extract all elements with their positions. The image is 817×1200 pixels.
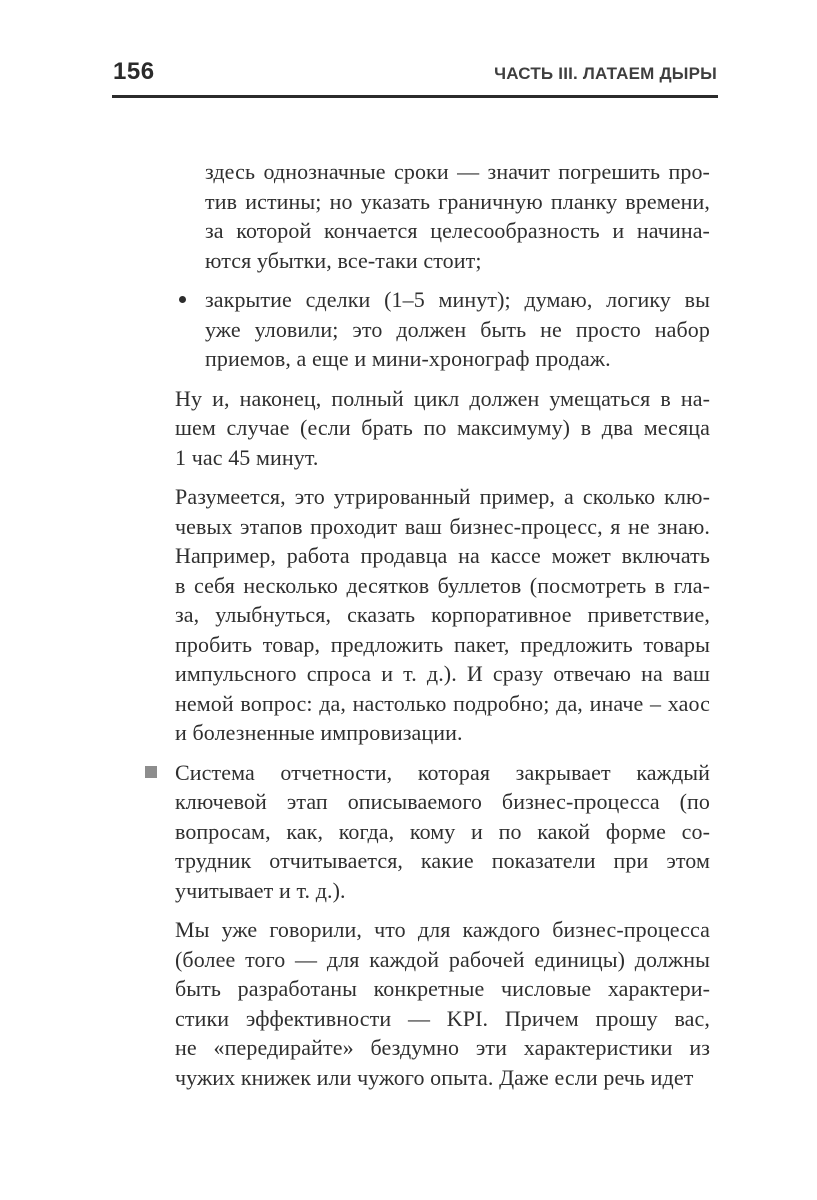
text-line: трудник отчитывается, какие показатели при этом	[175, 848, 710, 873]
paragraph	[175, 915, 710, 1092]
bullet-item-continuation	[205, 157, 710, 275]
header-rule	[112, 95, 718, 98]
square-list-item	[175, 758, 710, 906]
text-line: импульсного спроса и т. д.). И сразу отвечаю на ваш	[175, 661, 710, 686]
text-line: за которой кончается целесообразность и начина-	[205, 218, 710, 243]
page-body	[175, 157, 710, 1092]
text-line: немой вопрос: да, настолько подробно; да, иначе – хаос	[175, 690, 710, 716]
paragraph	[175, 384, 710, 473]
text-line: Например, работа продавца на кассе может включать	[175, 543, 710, 568]
text-line: в себя несколько десятков буллетов (посмотреть в гла-	[175, 572, 710, 598]
text-line: ключевой этап описываемого бизнес-процесса (по	[175, 789, 710, 814]
text-line: не «передирайте» бездумно эти характеристики из	[175, 1035, 710, 1060]
paragraph	[175, 482, 710, 748]
bullet-list-item	[205, 285, 710, 374]
text-line: Ну и, наконец, полный цикл должен умещаться в на-	[175, 385, 710, 411]
text-line: Разумеется, это утрированный пример, а сколько клю-	[175, 484, 710, 509]
text-line: 1 час 45 минут.	[175, 444, 319, 470]
text-line: быть разработаны конкретные числовые характери-	[175, 976, 710, 1001]
text-line: учитывает и т. д.).	[175, 877, 346, 903]
round-bullet-icon	[179, 296, 186, 303]
text-line: приемов, а еще и мини-хронограф продаж.	[205, 346, 611, 371]
square-bullet-icon	[145, 766, 157, 778]
page-number: 156	[113, 58, 155, 85]
page-header	[113, 60, 717, 84]
text-line: шем случае (если брать по максимуму) в два месяца	[175, 415, 710, 440]
text-line: закрытие сделки (1–5 минут); думаю, логику вы	[205, 287, 710, 312]
text-line: пробить товар, предложить пакет, предложить товары	[175, 631, 710, 657]
text-line: и болезненные импровизации.	[175, 720, 463, 745]
text-line: Система отчетности, которая закрывает каждый	[175, 759, 710, 785]
text-line: чевых этапов проходит ваш бизнес-процесс, я не знаю.	[175, 513, 710, 539]
text-line: Мы уже говорили, что для каждого бизнес-процесса	[175, 917, 710, 942]
text-line: вопросам, как, когда, кому и по какой форме со-	[175, 818, 710, 844]
text-line: за, улыбнуться, сказать корпоративное приветствие,	[175, 602, 710, 627]
text-line: ются убытки, все-таки стоит;	[205, 247, 482, 273]
running-head: ЧАСТЬ III. ЛАТАЕМ ДЫРЫ	[494, 64, 717, 83]
text-line: уже уловили; это должен быть не просто набор	[205, 316, 710, 342]
text-line: (более того — для каждой рабочей единицы) должны	[175, 946, 710, 972]
text-line: стики эффективности — KPI. Причем прошу вас,	[175, 1005, 710, 1031]
text-line: здесь однозначные сроки — значит погрешить про-	[205, 159, 710, 184]
text-line: чужих книжек или чужого опыта. Даже если речь идет	[175, 1064, 694, 1090]
text-line: тив истины; но указать граничную планку времени,	[205, 188, 710, 214]
